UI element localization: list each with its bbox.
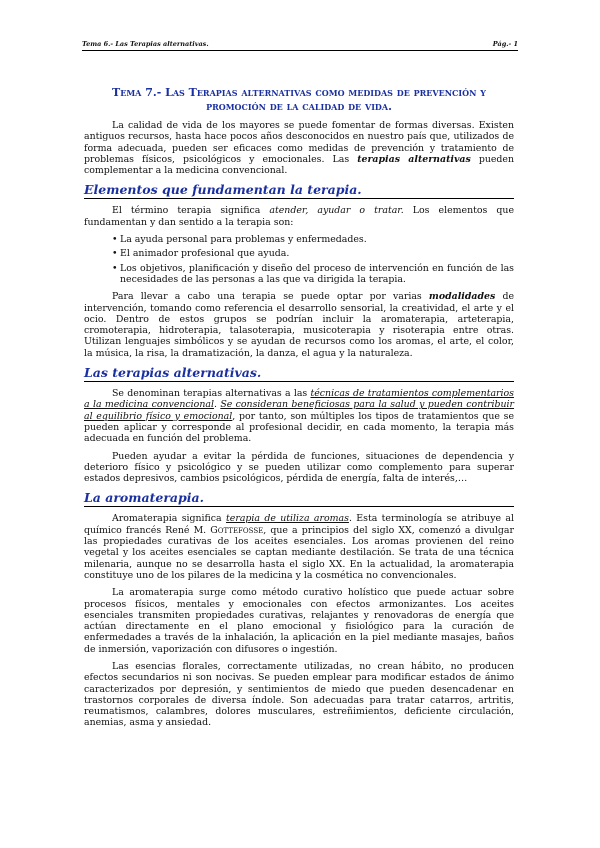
list-item bbox=[112, 263, 514, 286]
intro-rest: pueden complementar a la medicina convencional. bbox=[84, 153, 514, 177]
intro-paragraph bbox=[84, 120, 514, 176]
list-item-text: La ayuda personal para problemas y enfermedades. bbox=[120, 234, 367, 246]
aromaterapia-p1-mid: . Esta terminología se atribuye al químico francés René M. bbox=[84, 513, 514, 536]
section-heading-aromaterapia: La aromaterapia. bbox=[84, 490, 514, 507]
alternativas-p1-text: Se denominan terapias alternativas a las bbox=[112, 388, 311, 400]
elementos-p1-rest: Los elementos que fundamentan y dan sentido a la terapia son: bbox=[84, 205, 514, 228]
aromaterapia-paragraph-1 bbox=[84, 513, 514, 581]
alternativas-paragraph-1 bbox=[84, 388, 514, 444]
intro-emphasis: terapias alternativas bbox=[357, 153, 471, 165]
list-item bbox=[112, 234, 514, 245]
list-item bbox=[112, 248, 514, 259]
alternativas-paragraph-2: Pueden ayudar a evitar la pérdida de funciones, situaciones de dependencia y deterioro físico y psicológico y se pueden utilizar como complemento para superar estados depresivos, cambios psicológicos, pérdida de energía, falta de interés,… bbox=[84, 450, 514, 485]
intro-text: La calidad de vida de los mayores se puede fomentar de formas diversas. Existen antiguos recursos, hasta hace pocos años desconocidos en nuestro país que, utilizados de forma adecuada, pueden ser eficaces como medidas de prevención y tratamiento de problemas físicos, psicológicos y emocionales. Las bbox=[84, 120, 514, 165]
aromaterapia-paragraph-2: La aromaterapia surge como método curativo holístico que puede actuar sobre procesos físicos, mentales y emocionales con efectos armonizantes. Los aceites esenciales transmiten propiedades curativas, relajantes y renovadoras de energía que actúan directamente en el plano emocional y fisiológico para la curación de enfermedades a través de la inhalación, la aplicación en la piel mediante masajes, baños de inmersión, vaporización con difusores o ingestión. bbox=[84, 587, 514, 655]
elementos-p2-emphasis: modalidades bbox=[428, 291, 496, 303]
elementos-list bbox=[112, 234, 514, 285]
document-title: Tema 7.- Las Terapias alternativas como medidas de prevención y promoción de la calidad de vida. bbox=[112, 86, 486, 113]
page-number: Pág.- 1 bbox=[492, 40, 518, 48]
list-item-text: El animador profesional que ayuda. bbox=[120, 248, 290, 260]
document-body bbox=[84, 86, 514, 735]
bullet-icon: • bbox=[112, 234, 118, 246]
alternativas-p1-underline-2: Se consideran beneficiosas para la salud y pueden contribuir al equilibrio físico y emocional bbox=[84, 399, 515, 422]
elementos-p1-italic: atender, ayudar o tratar. bbox=[269, 205, 404, 217]
aromaterapia-p1-name: Gottefosse bbox=[210, 524, 264, 536]
aromaterapia-paragraph-3: Las esencias florales, correctamente utilizadas, no crean hábito, no producen efectos secundarios ni son nocivas. Se pueden emplear para modificar estados de ánimo caracterizados por depresión, y sentimientos de miedo que pueden desencadenar en trastornos corporales de diversa índole. Son adecuadas para tratar catarros, artritis, reumatismos, calambres, dolores musculares, estreñimientos, deficiente circulación, anemias, asma y ansiedad. bbox=[84, 660, 514, 729]
running-header bbox=[82, 40, 518, 51]
elementos-p2-rest: de intervención, tomando como referencia el desarrollo sensorial, la creatividad, el arte y el ocio. Dentro de estos grupos se podrían incluir la aromaterapia, arteterapia, cromoterapia, hidroterapia, talasoterapia, musicoterapia y risoterapia entre otras. Utilizan lenguajes simbólicos y se ayudan de recursos como los aromas, el arte, el color, la música, la risa, la dramatización, la danza, el agua y la naturaleza. bbox=[84, 291, 515, 359]
aromaterapia-p1-underline: terapia de utiliza aromas bbox=[226, 513, 349, 525]
section-heading-elementos: Elementos que fundamentan la terapia. bbox=[84, 182, 514, 199]
bullet-icon: • bbox=[112, 248, 118, 260]
elementos-p1-text: El término terapia significa bbox=[112, 205, 270, 217]
list-item-text: Los objetivos, planificación y diseño del proceso de intervención en función de las necesidades de las personas a las que va dirigida la terapia. bbox=[120, 262, 514, 285]
elementos-paragraph-1 bbox=[84, 205, 514, 228]
aromaterapia-p1-rest: , que a principios del siglo XX, comenzó a divulgar las propiedades curativas de los aceites esenciales. Los aromas provienen del reino vegetal y los aceites esenciales se captan mediante destilación. Se trata de una técnica milenaria, aunque no se desarrolla hasta el siglo XX. En la actualidad, la aromaterapia constituye uno de los pilares de la medicina y la cosmética no convencionales. bbox=[84, 524, 514, 581]
alternativas-p1-underline-1: técnicas de tratamientos complementarios a la medicina convencional bbox=[84, 388, 514, 411]
aromaterapia-p1-text: Aromaterapia significa bbox=[112, 513, 227, 525]
header-title: Tema 6.- Las Terapias alternativas. bbox=[82, 40, 209, 48]
alternativas-p1-rest: , por tanto, son múltiples los tipos de tratamientos que se pueden aplicar y corresponde al profesional decidir, en cada momento, la terapia más adecuada en función del problema. bbox=[84, 410, 514, 445]
alternativas-p1-sep: . bbox=[213, 399, 221, 411]
bullet-icon: • bbox=[112, 262, 118, 274]
section-heading-alternativas: Las terapias alternativas. bbox=[84, 365, 514, 382]
elementos-paragraph-2 bbox=[84, 291, 514, 359]
elementos-p2-text: Para llevar a cabo una terapia se puede optar por varias bbox=[112, 291, 429, 303]
